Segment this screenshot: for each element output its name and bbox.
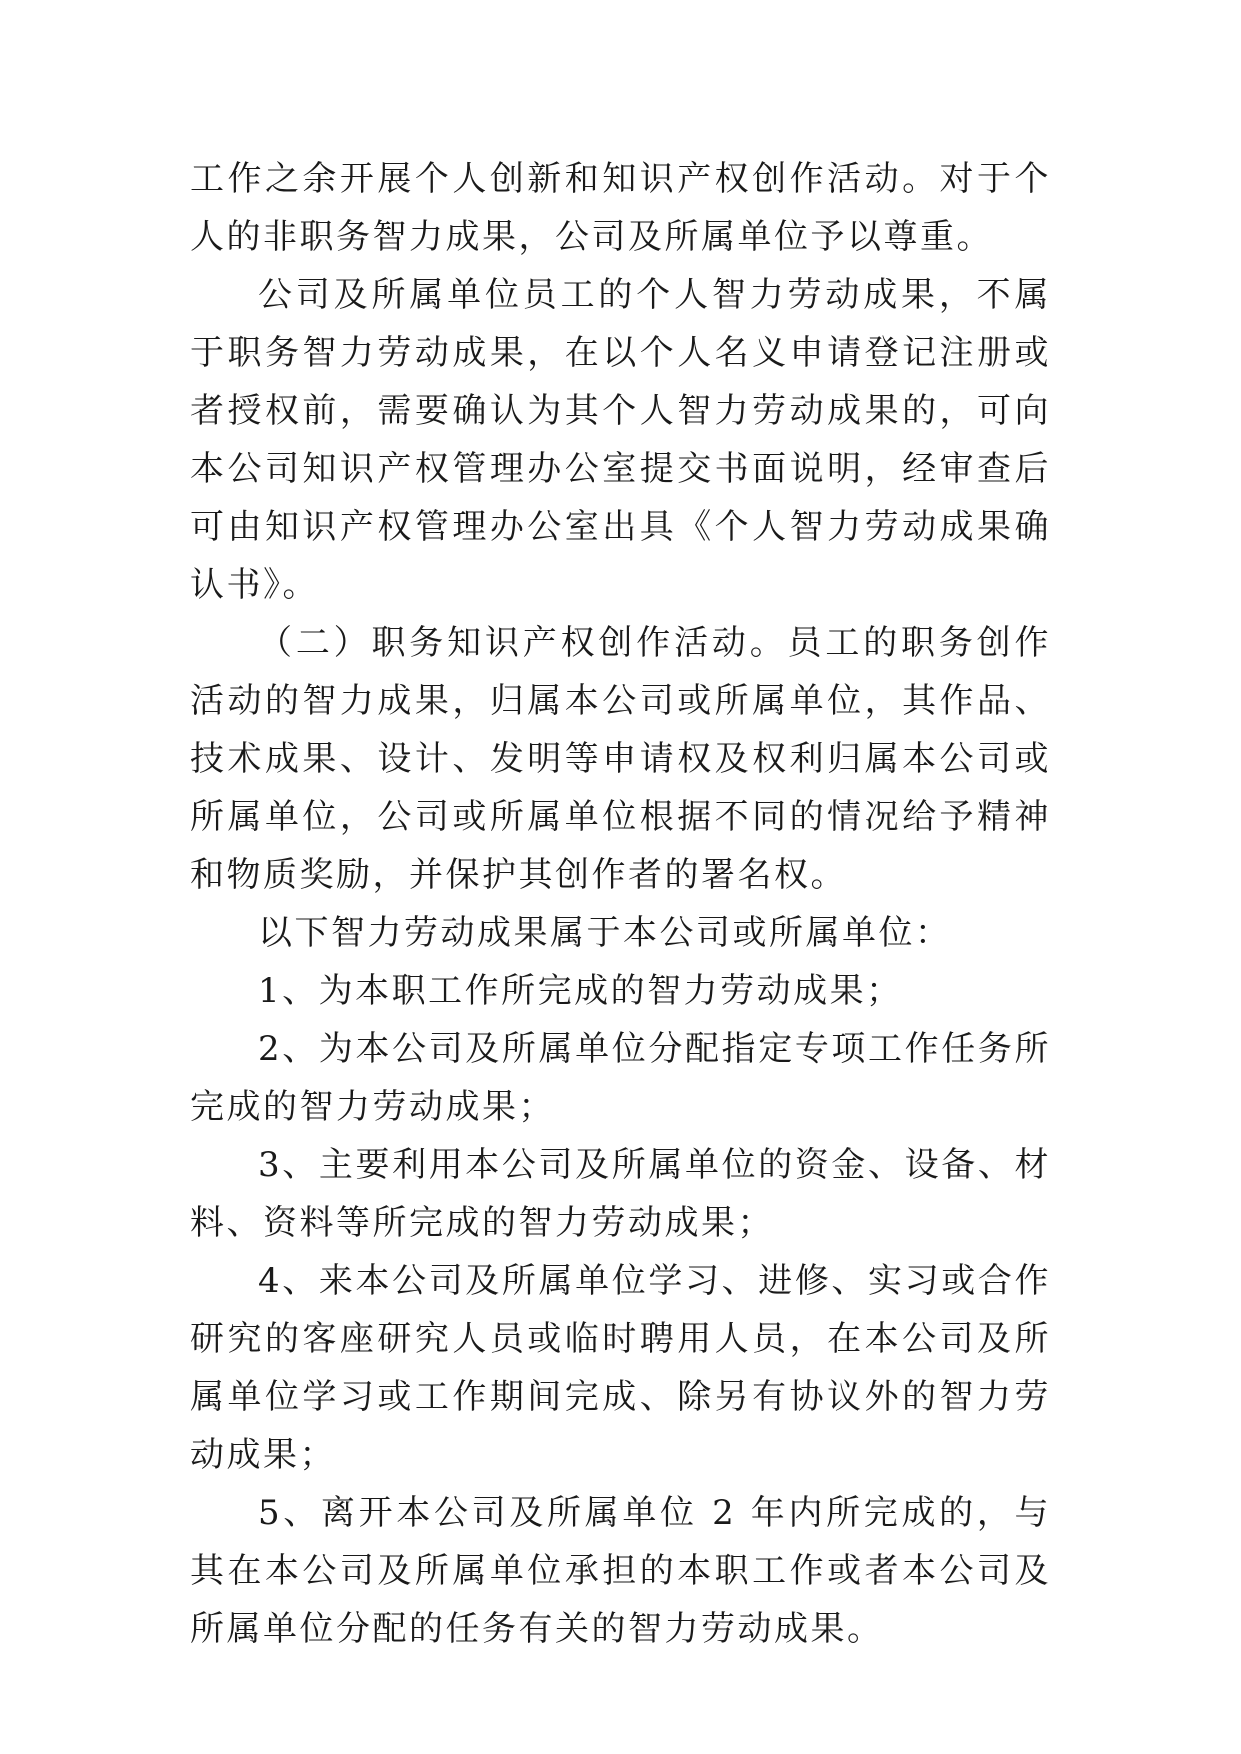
list-item-3: 3、主要利用本公司及所属单位的资金、设备、材料、资料等所完成的智力劳动成果； xyxy=(190,1145,1051,1243)
document-body xyxy=(190,150,1051,1658)
paragraph-personal-innovation: 工作之余开展个人创新和知识产权创作活动。对于个人的非职务智力成果，公司及所属单位予以尊重。 xyxy=(190,159,1051,257)
paragraph-personal-achievement: 公司及所属单位员工的个人智力劳动成果，不属于职务智力劳动成果，在以个人名义申请登记注册或者授权前，需要确认为其个人智力劳动成果的，可向本公司知识产权管理办公室提交书面说明，经审查后可由知识产权管理办公室出具《个人智力劳动成果确认书》。 xyxy=(190,275,1051,605)
paragraph-list-intro: 以下智力劳动成果属于本公司或所属单位： xyxy=(258,913,952,953)
paragraph-work-ip-activity: （二）职务知识产权创作活动。员工的职务创作活动的智力成果，归属本公司或所属单位，其作品、技术成果、设计、发明等申请权及权利归属本公司或所属单位，公司或所属单位根据不同的情况给予精神和物质奖励，并保护其创作者的署名权。 xyxy=(190,623,1051,895)
list-item-5: 5、离开本公司及所属单位 2 年内所完成的，与其在本公司及所属单位承担的本职工作或者本公司及所属单位分配的任务有关的智力劳动成果。 xyxy=(190,1493,1051,1649)
list-item-4: 4、来本公司及所属单位学习、进修、实习或合作研究的客座研究人员或临时聘用人员，在本公司及所属单位学习或工作期间完成、除另有协议外的智力劳动成果； xyxy=(190,1261,1051,1475)
list-item-2: 2、为本公司及所属单位分配指定专项工作任务所完成的智力劳动成果； xyxy=(190,1029,1051,1127)
list-item-1: 1、为本职工作所完成的智力劳动成果； xyxy=(258,971,903,1011)
